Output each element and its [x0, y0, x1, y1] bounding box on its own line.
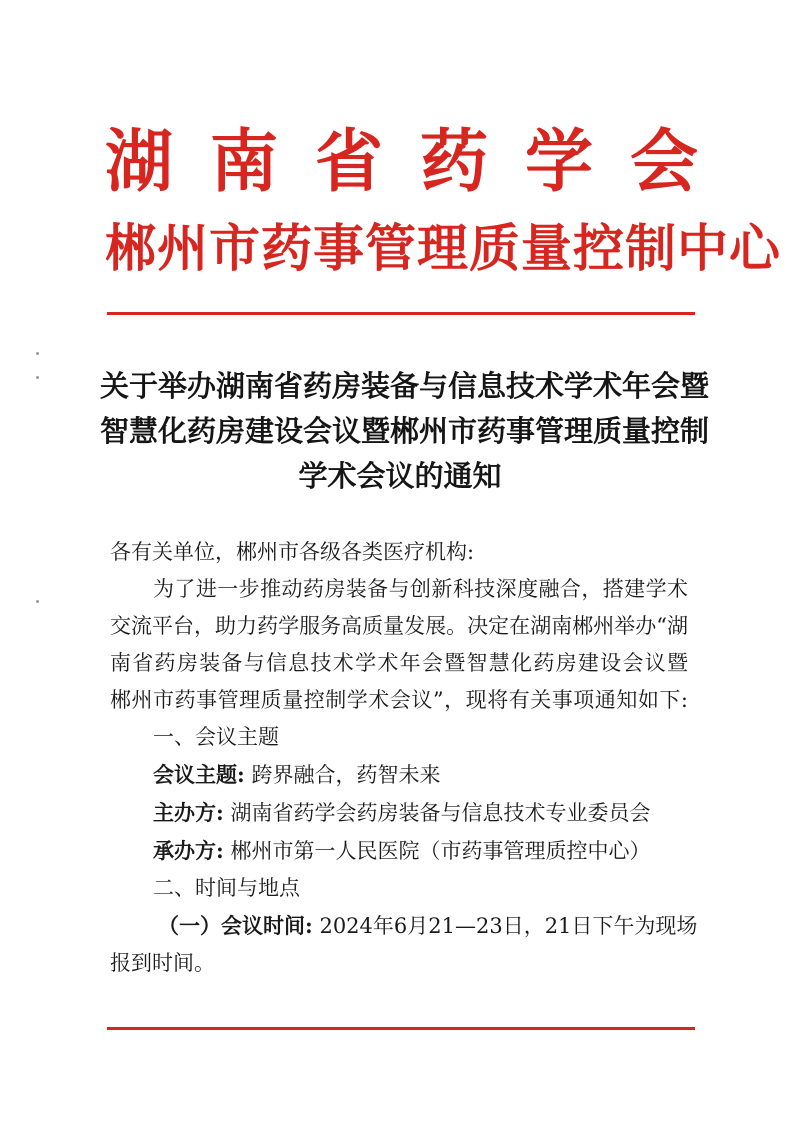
paragraph-line: 郴州市药事管理质量控制学术会议”，现将有关事项通知如下: — [110, 688, 688, 712]
paragraph-line: 为了进一步推动药房装备与创新科技深度融合，搭建学术 — [153, 577, 688, 601]
time-value: 2024年6月21—23日，21日下午为现场 — [319, 914, 698, 938]
theme-value: 跨界融合，药智未来 — [251, 763, 441, 787]
time-label: （一）会议时间: — [158, 913, 313, 938]
section-heading-theme: 一、会议主题 — [153, 725, 279, 749]
title-line-1: 关于举办湖南省药房装备与信息技术学术年会暨 — [100, 369, 710, 403]
header-divider — [107, 312, 695, 315]
title-line-3: 学术会议的通知 — [298, 459, 502, 493]
notice-title — [100, 364, 710, 499]
paragraph-line: 南省药房装备与信息技术学术年会暨智慧化药房建设会议暨 — [110, 651, 688, 675]
section-heading-time-place: 二、时间与地点 — [153, 876, 300, 900]
scan-mark — [36, 600, 39, 603]
org-name-1: 湖南省药学会 — [105, 123, 736, 202]
theme-label: 会议主题: — [153, 762, 245, 787]
paragraph-line: 交流平台，助力药学服务高质量发展。决定在湖南郴州举办“湖 — [110, 614, 688, 638]
host-label: 主办方: — [153, 800, 224, 825]
time-value-continued: 报到时间。 — [110, 951, 215, 975]
scan-mark — [36, 352, 39, 355]
notice-body — [110, 534, 698, 982]
organizer-value: 郴州市第一人民医院（市药事管理质控中心） — [230, 839, 651, 863]
host-row — [110, 794, 688, 832]
organizer-label: 承办方: — [153, 838, 224, 863]
theme-row — [110, 756, 688, 794]
org-name-2: 郴州市药事管理质量控制中心 — [105, 220, 782, 279]
organizer-row — [110, 832, 688, 870]
salutation: 各有关单位，郴州市各级各类医疗机构: — [110, 540, 475, 564]
host-value: 湖南省药学会药房装备与信息技术专业委员会 — [230, 801, 651, 825]
scan-mark — [36, 376, 39, 379]
time-row — [110, 907, 698, 945]
title-line-2: 智慧化药房建设会议暨郴州市药事管理质量控制 — [100, 414, 710, 448]
footer-divider — [107, 1027, 695, 1030]
